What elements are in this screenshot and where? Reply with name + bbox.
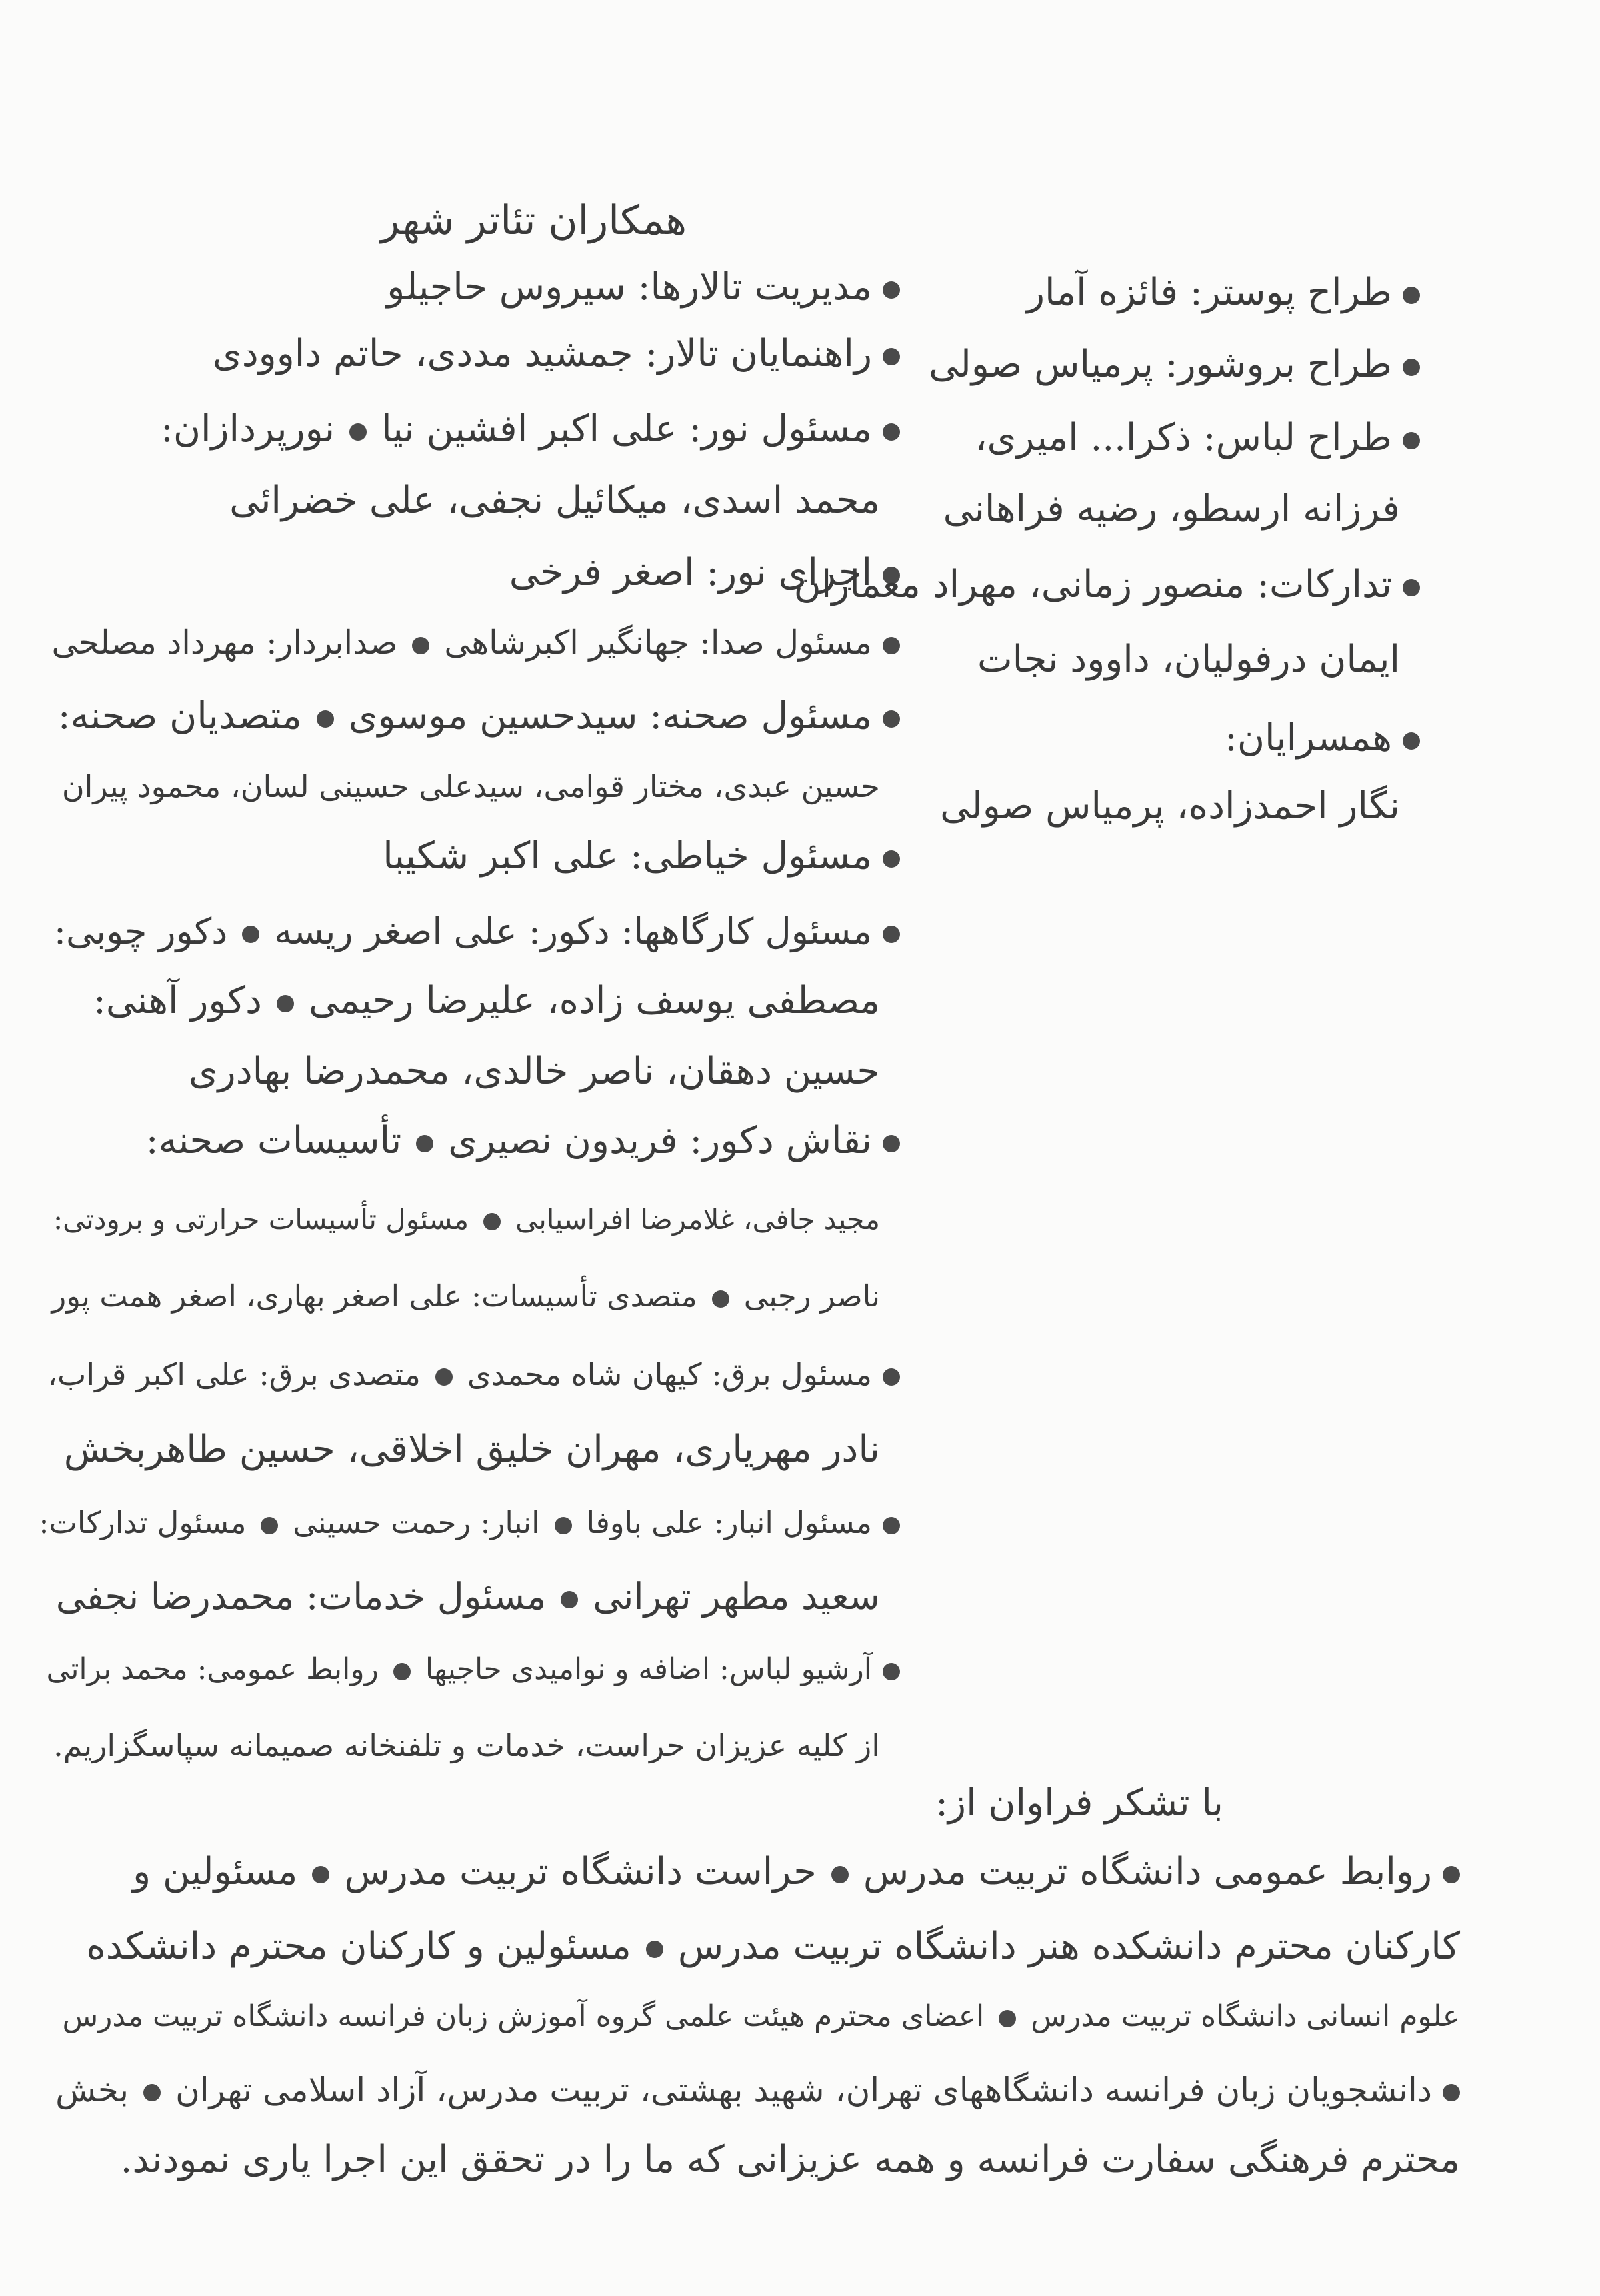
thanks-line: روابط عمومی دانشگاه تربیت مدرسحراست دانشگاه تربیت مدرسمسئولین و [133,1846,1460,1898]
section-title: همکاران تئاتر شهر [380,197,687,244]
credit-line: نادر مهریاری، مهران خلیق اخلاقی، حسین طاهربخش [63,1428,880,1471]
bullet-icon [712,1290,729,1308]
bullet-icon [883,423,900,441]
bullet-icon [143,2084,161,2101]
bullet-icon [483,1213,501,1230]
bullet-icon [1403,732,1420,750]
bullet-icon [1403,579,1420,596]
credit-line: ایمان درفولیان، داوود نجات [977,638,1400,681]
credit-line: سعید مطهر تهرانیمسئول خدمات: محمدرضا نجفی [55,1575,880,1618]
thanks-line: محترم فرهنگی سفارت فرانسه و همه عزیزانی که ما را در تحقق این اجرا یاری نمودند. [120,2138,1460,2181]
bullet-icon [883,1135,900,1152]
bullet-icon [1443,1866,1460,1883]
bullet-icon [261,1517,278,1534]
credit-line: آرشیو لباس: اضافه و نوامیدی حاجیهاروابط عمومی: محمد براتی [47,1644,900,1696]
credit-line: مجید جافی، غلامرضا افراسیابیمسئول تأسیسات حرارتی و برودتی: [53,1203,880,1236]
bullet-icon [435,1368,453,1386]
thanks-line: دانشجویان زبان فرانسه دانشگاههای تهران، شهید بهشتی، تربیت مدرس، آزاد اسلامی تهرانبخش [55,2064,1460,2116]
bullet-icon [883,710,900,728]
bullet-icon [883,926,900,943]
bullet-icon [277,995,294,1012]
thanks-line: کارکنان محترم دانشکده هنر دانشگاه تربیت مدرسمسئولین و کارکنان محترم دانشکده [86,1925,1460,1968]
bullet-icon [1403,432,1420,449]
bullet-icon [1403,287,1420,304]
credit-line: مسئول انبار: علی باوفاانبار: رحمت حسینیمسئول تدارکات: [39,1497,900,1549]
bullet-icon [883,1517,900,1534]
credit-line: اجرای نور: اصغر فرخی [509,547,900,599]
credit-line: فرزانه ارسطو، رضیه فراهانی [943,487,1400,531]
bullet-icon [1403,359,1420,376]
bullet-icon [393,1663,411,1680]
bullet-icon [883,281,900,299]
credit-line: ناصر رجبیمتصدی تأسیسات: علی اصغر بهاری، اصغر همت پور [51,1278,880,1314]
bullet-icon [312,1866,329,1883]
bullet-icon [555,1517,572,1534]
credit-line: مسئول صدا: جهانگیر اکبرشاهیصدابردار: مهرداد مصلحی [51,617,900,669]
bullet-icon [883,348,900,365]
bullet-icon [883,1663,900,1680]
bullet-icon [349,423,367,441]
credit-line: نگار احمدزاده، پرمیاس صولی [940,784,1400,828]
credit-line: تدارکات: منصور زمانی، مهراد معماران [794,559,1420,611]
bullet-icon [883,1368,900,1386]
bullet-icon [412,637,429,654]
credit-line: حسین عبدی، مختار قوامی، سیدعلی حسینی لسان، محمود پیران [61,768,880,804]
bullet-icon [831,1866,849,1883]
bullet-icon [646,1941,663,1958]
thanks-heading: با تشکر فراوان از: [935,1781,1223,1825]
credit-line: محمد اسدی، میکائیل نجفی، علی خضرائی [229,479,880,522]
credit-line: مسئول کارگاهها: دکور: علی اصغر ریسهدکور چوبی: [54,906,900,958]
bullet-icon [883,637,900,654]
thanks-line: علوم انسانی دانشگاه تربیت مدرساعضای محترم هیئت علمی گروه آموزش زبان فرانسه دانشگاه تربیت مدرس [62,1999,1460,2033]
credit-line: راهنمایان تالار: جمشید مددی، حاتم داوودی [213,328,900,380]
credit-line: از کلیه عزیزان حراست، خدمات و تلفنخانه صمیمانه سپاسگزاریم. [53,1727,880,1763]
bullet-icon [883,850,900,868]
credit-line: مصطفی یوسف زاده، علیرضا رحیمیدکور آهنی: [93,979,880,1022]
credit-line: مسئول صحنه: سیدحسین موسویمتصدیان صحنه: [58,690,900,742]
bullet-icon [999,2010,1016,2027]
credit-line: همسرایان: [1225,712,1420,764]
credit-line: مدیریت تالارها: سیروس حاجیلو [387,261,900,313]
credit-line: حسین دهقان، ناصر خالدی، محمدرضا بهادری [188,1050,880,1093]
credit-line: طراح بروشور: پرمیاس صولی [929,339,1420,391]
bullet-icon [317,710,334,728]
bullet-icon [1443,2084,1460,2101]
credit-line: مسئول برق: کیهان شاه محمدیمتصدی برق: علی اکبر قراب، [47,1348,900,1400]
credit-line: طراح پوستر: فائزه آمار [1027,267,1420,319]
bullet-icon [561,1591,578,1608]
credit-line: مسئول نور: علی اکبر افشین نیانورپردازان: [161,403,900,455]
bullet-icon [242,926,259,943]
credit-line: مسئول خیاطی: علی اکبر شکیبا [383,830,900,882]
credit-line: طراح لباس: ذکرا... امیری، [975,412,1420,464]
bullet-icon [416,1135,433,1152]
credit-line: نقاش دکور: فریدون نصیریتأسیسات صحنه: [146,1115,900,1167]
